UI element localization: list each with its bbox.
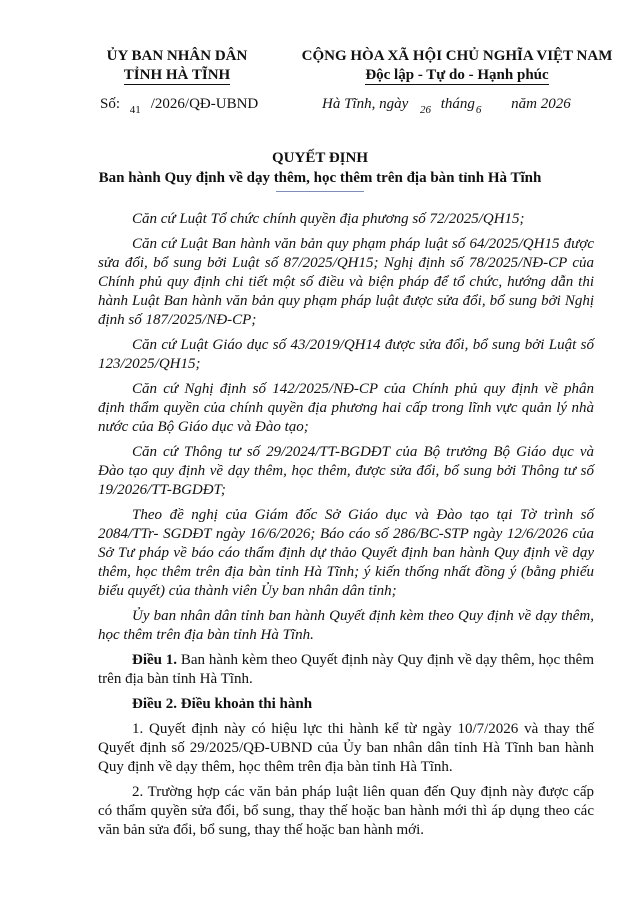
- doc-number-suffix: /2026/QĐ-UBND: [150, 96, 259, 112]
- article-2-clause-1: 1. Quyết định này có hiệu lực thi hành kể từ ngày 10/7/2026 và thay thế Quyết định số 29/2025/QĐ-UBND của Ủy ban nhân dân tỉnh Hà Tĩnh ban hành Quy định về dạy thêm, học thêm trên địa bàn tỉnh Hà Tĩnh.: [98, 721, 594, 775]
- place-and-date: [322, 96, 571, 116]
- doc-number-label: Số:: [100, 96, 121, 112]
- preamble-paragraph: Căn cứ Thông tư số 29/2024/TT-BGDĐT của Bộ trưởng Bộ Giáo dục và Đào tạo quy định về dạy thêm, học thêm, được sửa đổi, bổ sung bởi Thông tư số 19/2026/TT-BGDĐT;: [98, 444, 594, 498]
- country-name: CỘNG HÒA XÃ HỘI CHỦ NGHĨA VIỆT NAM: [301, 48, 613, 64]
- issuing-agency: [72, 47, 282, 85]
- article-2-clause-2: 2. Trường hợp các văn bản pháp luật liên quan đến Quy định này được cấp có thẩm quyền sửa đổi, bổ sung, thay thế hoặc ban hành mới thì áp dụng theo các văn bản sửa đổi, bổ sung, thay thế hoặc ban hành mới.: [98, 784, 594, 838]
- preamble-paragraph: Căn cứ Luật Tổ chức chính quyền địa phương số 72/2025/QH15;: [132, 211, 525, 227]
- document-title: QUYẾT ĐỊNH: [272, 150, 368, 166]
- article-2-heading: Điều 2. Điều khoản thi hành: [132, 696, 313, 712]
- agency-line-2: TỈNH HÀ TĨNH: [123, 67, 231, 83]
- preamble-paragraph: Theo đề nghị của Giám đốc Sở Giáo dục và Đào tạo tại Tờ trình số 2084/TTr- SGDĐT ngày 16/6/2026; Báo cáo số 286/BC-STP ngày 12/6/2026 của Sở Tư pháp về báo cáo thẩm định dự thảo Quyết định ban hành Quy định về dạy thêm, học thêm trên địa bàn tỉnh Hà Tĩnh; ý kiến thống nhất đồng ý (bằng phiếu biểu quyết) của thành viên Ủy ban nhân dân tỉnh;: [98, 507, 594, 599]
- article-1-text: Ban hành kèm theo Quyết định này Quy định về dạy thêm, học thêm trên địa bàn tỉnh Hà Tĩnh.: [98, 652, 594, 687]
- date-day: 26: [420, 104, 431, 116]
- document-subtitle: Ban hành Quy định về dạy thêm, học thêm trên địa bàn tỉnh Hà Tĩnh: [98, 170, 542, 186]
- preamble-paragraph: Căn cứ Luật Giáo dục số 43/2019/QH14 được sửa đổi, bổ sung bởi Luật số 123/2025/QH15;: [98, 337, 594, 372]
- month-label: tháng: [440, 96, 475, 112]
- article-1: [98, 651, 594, 689]
- document-number: [100, 96, 259, 116]
- preamble-paragraph: Ủy ban nhân dân tỉnh ban hành Quyết định kèm theo Quy định về dạy thêm, học thêm trên địa bàn tỉnh Hà Tĩnh.: [98, 608, 594, 643]
- preamble-paragraph: Căn cứ Nghị định số 142/2025/NĐ-CP của Chính phủ quy định về phân định thẩm quyền của chính quyền địa phương hai cấp trong lĩnh vực quản lý nhà nước của Bộ Giáo dục và Đào tạo;: [98, 381, 594, 435]
- date-year: năm 2026: [511, 96, 571, 112]
- preamble-paragraph: Căn cứ Luật Ban hành văn bản quy phạm pháp luật số 64/2025/QH15 được sửa đổi, bổ sung bởi Luật số 87/2025/QH15; Nghị định số 78/2025/NĐ-CP của Chính phủ quy định chi tiết một số điều và biện pháp để tổ chức, hướng dẫn thi hành Luật Ban hành văn bản quy phạm pháp luật được sửa đổi, bổ sung bởi Nghị định số 187/2025/NĐ-CP;: [98, 236, 594, 328]
- motto: Độc lập - Tự do - Hạnh phúc: [365, 67, 549, 83]
- doc-number-value: 41: [129, 104, 141, 116]
- place-prefix: Hà Tĩnh, ngày: [322, 96, 409, 112]
- date-month: 6: [475, 104, 482, 116]
- title-separator: [276, 191, 364, 192]
- agency-line-1: ỦY BAN NHÂN DÂN: [106, 48, 248, 64]
- document-body: [98, 210, 594, 846]
- national-motto: [292, 47, 622, 85]
- article-1-heading: Điều 1.: [132, 652, 178, 668]
